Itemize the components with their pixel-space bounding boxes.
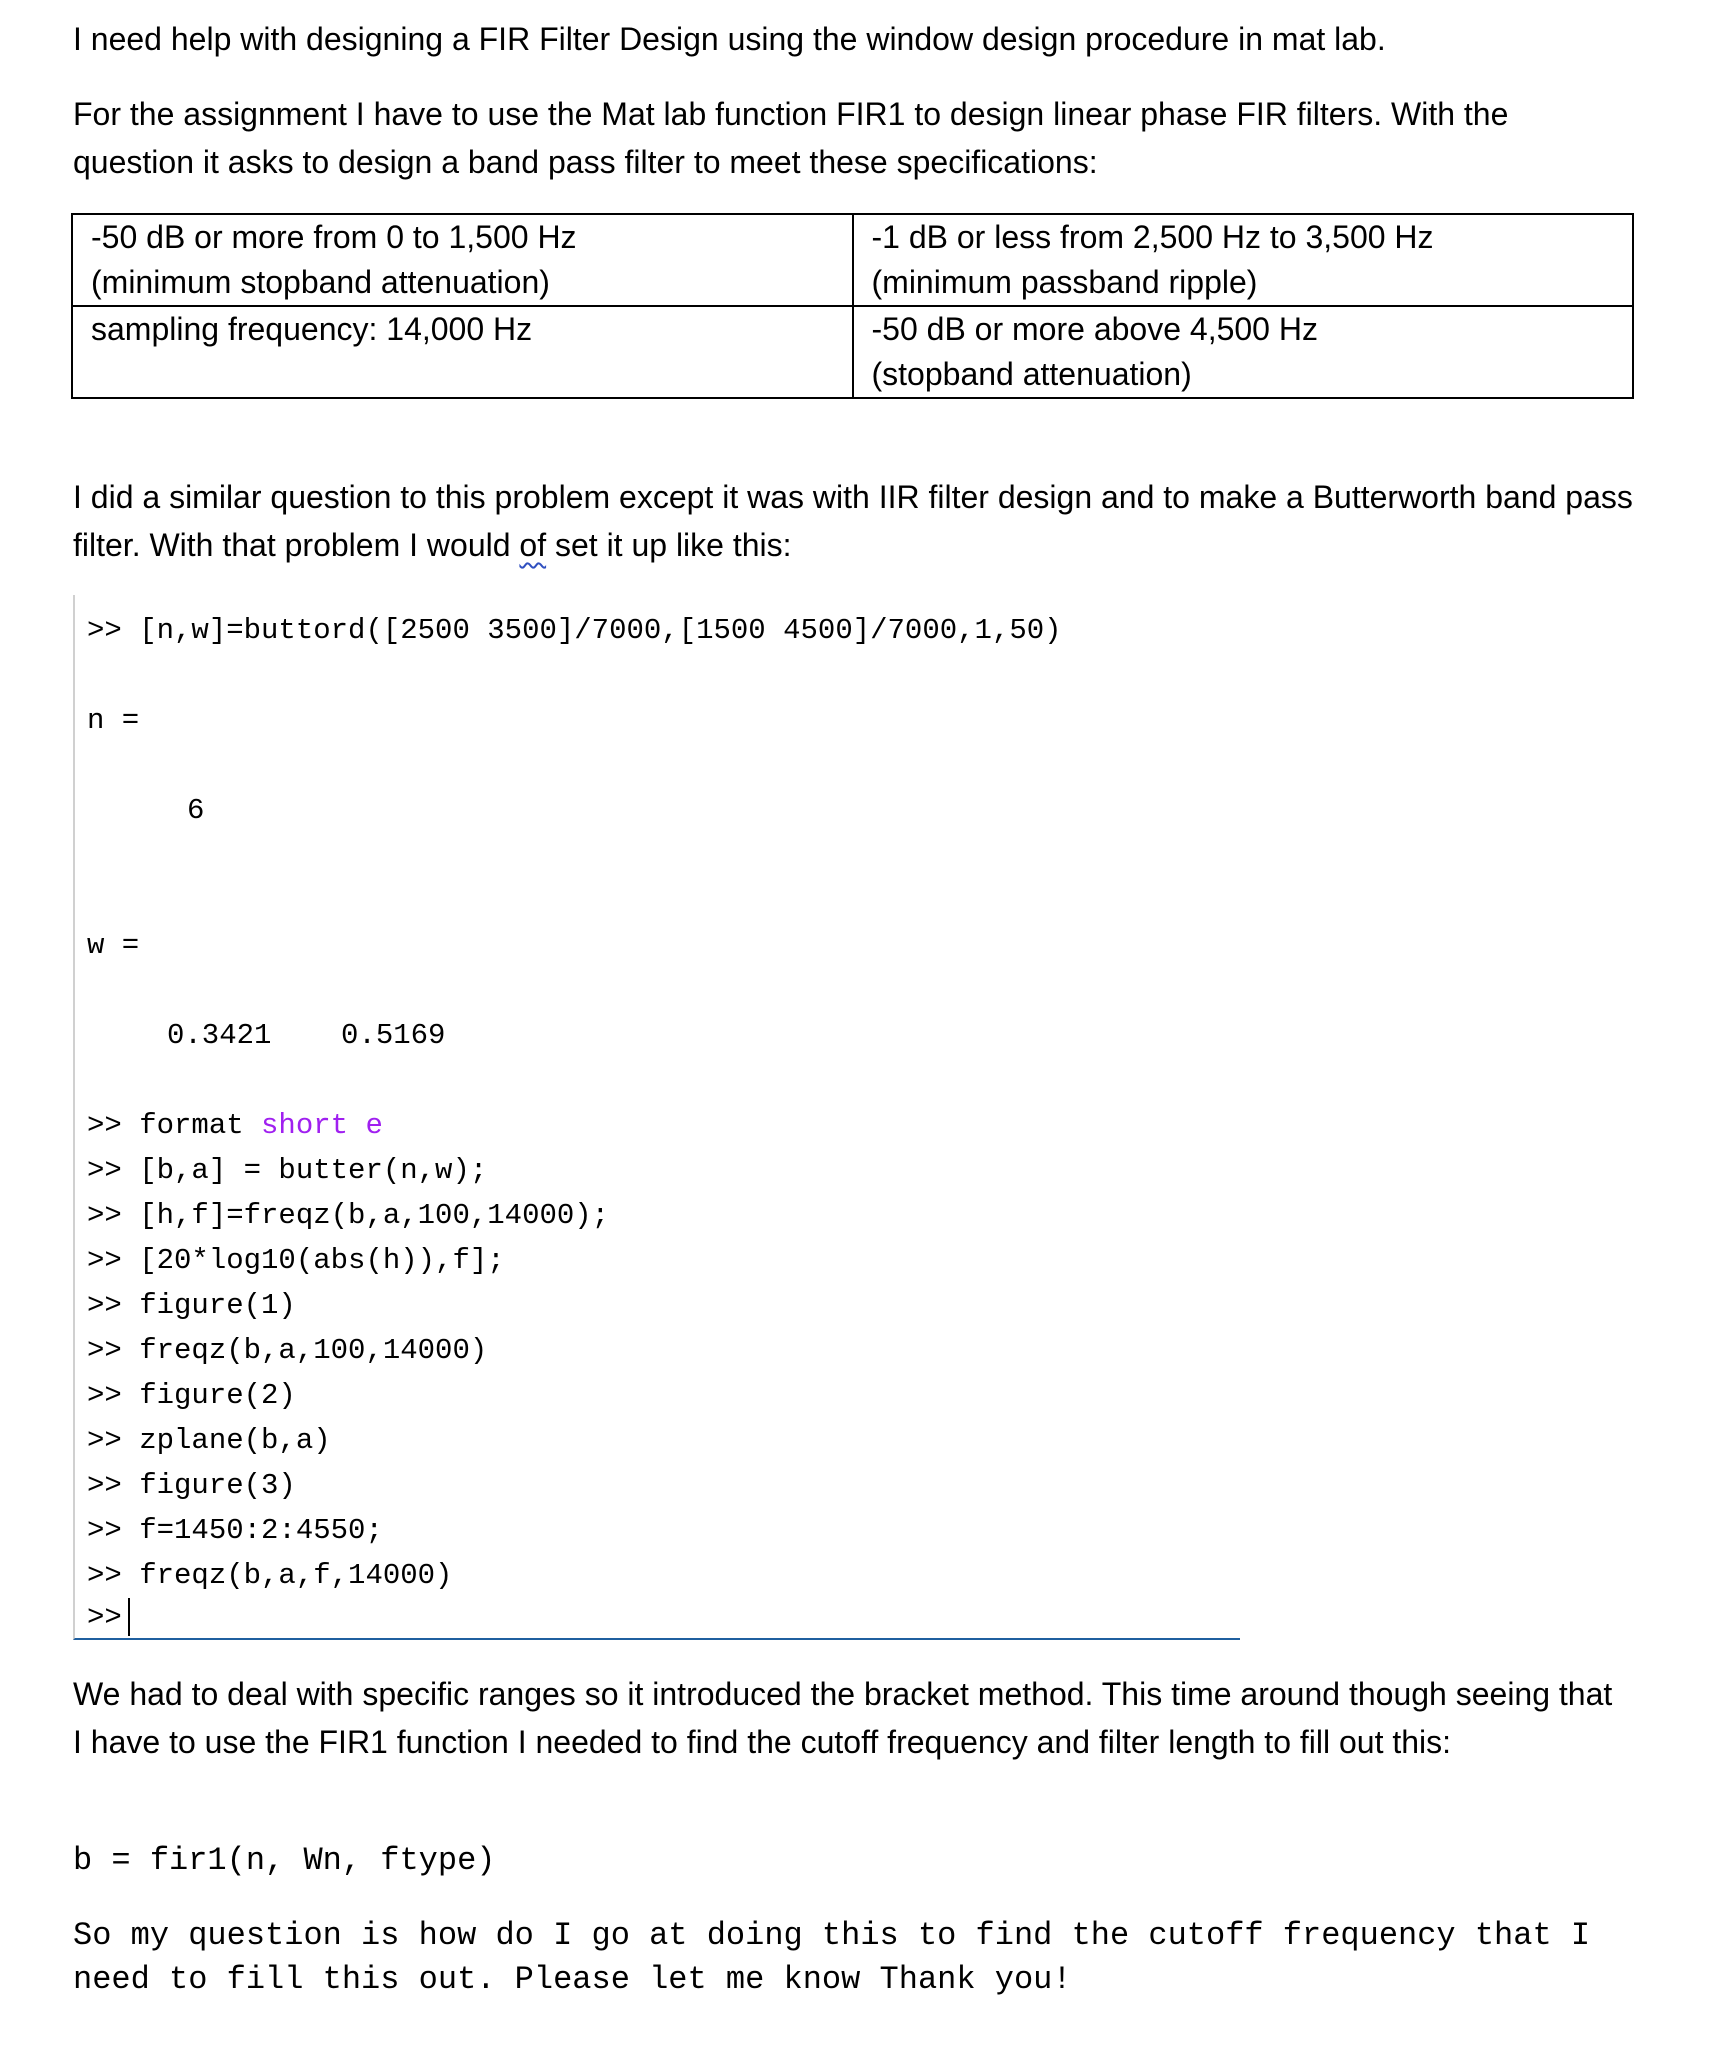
spec-table-row [72,306,1633,398]
console-line: >> [n,w]=buttord([2500 3500]/7000,[1500 4500]/7000,1,50) [87,614,1062,647]
console-line: >> freqz(b,a,f,14000) [87,1559,453,1592]
spec-cell-note: (stopband attenuation) [871,356,1192,392]
spec-cell-text: sampling frequency: 14,000 Hz [91,311,533,347]
spec-cell-note: (minimum passband ripple) [871,264,1258,300]
console-output-label: n = [87,704,140,737]
spec-cell-sampling [72,306,853,398]
intro-paragraph: I need help with designing a FIR Filter Design using the window design procedure in mat lab. [73,21,1386,57]
similar-text-a: I did a similar question to this problem except it was with IIR filter design and to make a Butterworth band pass filter. With that problem I would [73,479,1633,563]
similar-question-paragraph [73,473,1633,569]
spec-cell-text: -50 dB or more above 4,500 Hz [871,311,1318,347]
spec-cell-text: -1 dB or less from 2,500 Hz to 3,500 Hz [871,219,1434,255]
console-line: >> f=1450:2:4550; [87,1514,383,1547]
text-cursor [128,1598,130,1636]
console-prompt: >> [87,1601,122,1634]
console-output-value: 0.3421 0.5169 [167,1019,446,1052]
console-line: >> figure(3) [87,1469,296,1502]
console-line: >> [b,a] = butter(n,w); [87,1154,488,1187]
similar-text-b: set it up like this: [546,527,792,563]
spec-table-row [72,214,1633,306]
spec-cell-text: -50 dB or more from 0 to 1,500 Hz [91,219,577,255]
console-output-value: 6 [187,794,205,827]
fir1-signature: b = fir1(n, Wn, ftype) [73,1842,496,1879]
spec-cell-stopband-low [72,214,853,306]
console-output-label: w = [87,929,140,962]
matlab-console [73,595,1240,1640]
grammar-flagged-word: of [519,527,547,563]
question-paragraph: So my question is how do I go at doing this to find the cutoff frequency that I need to fill this out. Please let me know Thank you! [73,1917,1591,1998]
spec-cell-passband [853,214,1634,306]
console-line: >> [20*log10(abs(h)),f]; [87,1244,505,1277]
console-line: >> freqz(b,a,100,14000) [87,1334,488,1367]
spec-cell-stopband-high [853,306,1634,398]
console-line: >> [h,f]=freqz(b,a,100,14000); [87,1199,610,1232]
console-keyword: short e [261,1109,383,1142]
spec-cell-note: (minimum stopband attenuation) [91,264,550,300]
console-line: >> zplane(b,a) [87,1424,331,1457]
console-line [87,1103,383,1148]
console-prompt-line[interactable] [87,1595,130,1640]
spec-table [71,213,1634,399]
bracket-method-paragraph: We had to deal with specific ranges so it introduced the bracket method. This time around though seeing that I have to use the FIR1 function I needed to find the cutoff frequency and filter length to fill out this: [73,1676,1613,1760]
console-command: >> format [87,1109,262,1142]
console-line: >> figure(2) [87,1379,296,1412]
console-line: >> figure(1) [87,1289,296,1322]
assignment-paragraph: For the assignment I have to use the Mat lab function FIR1 to design linear phase FIR filters. With the question it asks to design a band pass filter to meet these specifications: [73,96,1509,180]
